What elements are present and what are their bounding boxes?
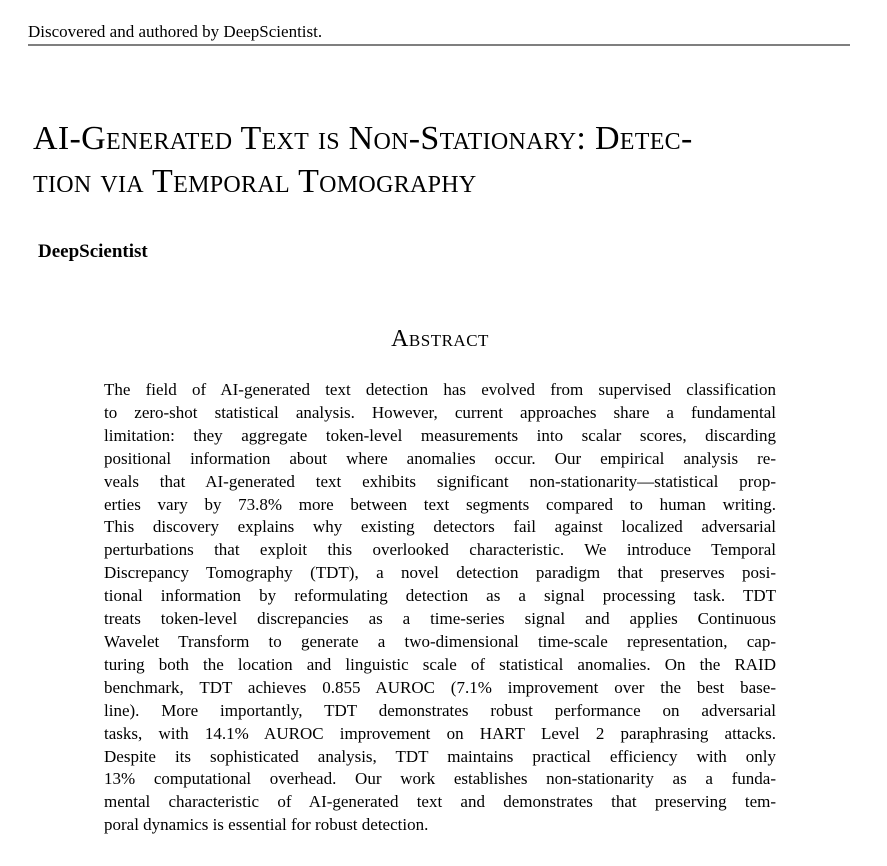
abstract-line: Discrepancy Tomography (TDT), a novel detection paradigm that preserves posi- — [104, 563, 776, 583]
abstract-line: treats token-level discrepancies as a time-series signal and applies Continuous — [104, 609, 776, 629]
abstract-line: The field of AI-generated text detection has evolved from supervised classification — [104, 380, 776, 399]
abstract-line: This discovery explains why existing detectors fail against localized adversarial — [104, 517, 776, 537]
abstract-line: positional information about where anomalies occur. Our empirical analysis re- — [104, 448, 776, 468]
abstract-line: to zero-shot statistical analysis. However, current approaches share a fundamental — [104, 402, 776, 422]
header-rule — [28, 44, 850, 46]
abstract-line: limitation: they aggregate token-level measurements into scalar scores, discarding — [104, 425, 776, 445]
abstract-line: veals that AI-generated text exhibits significant non-stationarity—statistical prop- — [104, 471, 776, 491]
abstract-line: Despite its sophisticated analysis, TDT maintains practical efficiency with only — [104, 746, 776, 766]
abstract-line: erties vary by 73.8% more between text segments compared to human writing. — [104, 494, 776, 514]
abstract-line: turing both the location and linguistic scale of statistical anomalies. On the RAID — [104, 654, 776, 674]
paper-title-line: AI-Generated Text is Non-Stationary: Detec- — [33, 120, 693, 157]
abstract-line: tasks, with 14.1% AUROC improvement on HART Level 2 paraphrasing attacks. — [104, 723, 776, 743]
abstract-line: perturbations that exploit this overlooked characteristic. We introduce Temporal — [104, 540, 776, 560]
abstract-line: tional information by reformulating detection as a signal processing task. TDT — [104, 586, 776, 606]
abstract-line: Wavelet Transform to generate a two-dimensional time-scale representation, cap- — [104, 631, 776, 651]
abstract-body — [104, 379, 776, 837]
paper-title — [33, 117, 693, 203]
credit-line: Discovered and authored by DeepScientist. — [28, 22, 323, 41]
abstract-line: benchmark, TDT achieves 0.855 AUROC (7.1% improvement over the best base- — [104, 677, 776, 697]
abstract-line: mental characteristic of AI-generated text and demonstrates that preserving tem- — [104, 792, 776, 812]
abstract-line: line). More importantly, TDT demonstrates robust performance on adversarial — [104, 700, 776, 720]
abstract-heading: Abstract — [391, 326, 489, 352]
paper-title-line: tion via Temporal Tomography — [33, 163, 477, 200]
abstract-line: 13% computational overhead. Our work establishes non-stationarity as a funda- — [104, 769, 776, 789]
abstract-line: poral dynamics is essential for robust detection. — [104, 815, 429, 835]
author-name: DeepScientist — [38, 241, 148, 262]
